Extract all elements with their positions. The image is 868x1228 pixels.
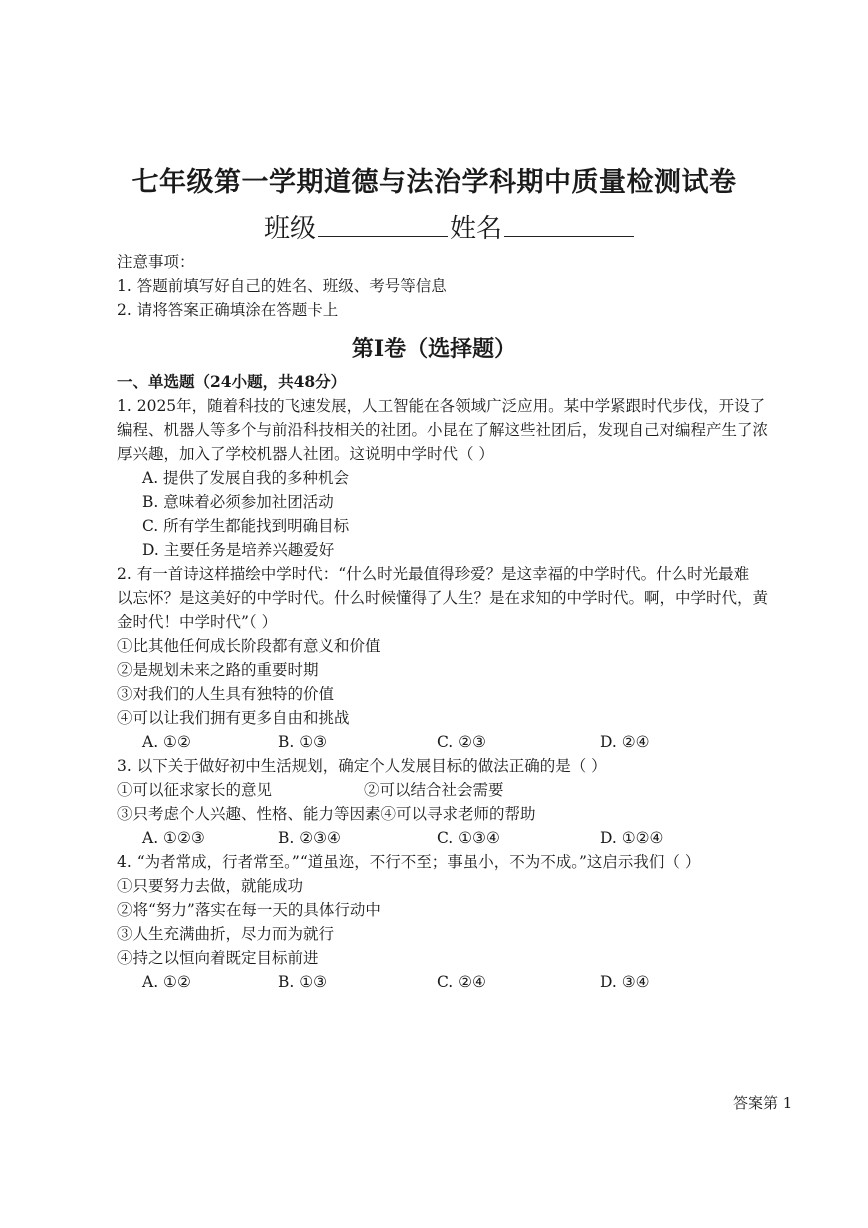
statement-item: ①只要努力去做，就能成功 [117, 877, 304, 895]
exam-title: 七年级第一学期道德与法治学科期中质量检测试卷 [131, 167, 737, 198]
statement-item: ③只考虑个人兴趣、性格、能力等因素④可以寻求老师的帮助 [117, 805, 536, 823]
question-stem: 2. 有一首诗这样描绘中学时代：“什么时光最值得珍爱？是这幸福的中学时代。什么时光最难 [117, 565, 750, 583]
class-label: 班级 [264, 214, 317, 244]
statement-item: ④持之以恒向着既定目标前进 [117, 949, 319, 967]
statement-item: ①比其他任何成长阶段都有意义和价值 [117, 637, 381, 655]
option: D. ①②④ [600, 829, 664, 847]
question-stem: 以忘怀？是这美好的中学时代。什么时候懂得了人生？是在求知的中学时代。啊，中学时代，黄 [117, 589, 769, 607]
page-footer: 答案第 1 [733, 1094, 793, 1112]
option: D. ②④ [600, 733, 650, 751]
option: B. 意味着必须参加社团活动 [142, 493, 334, 511]
statement-item: ①可以征求家长的意见 [117, 781, 273, 799]
option: A. ①② [142, 733, 191, 751]
statement-item: ③人生充满曲折，尽力而为就行 [117, 925, 335, 943]
statement-item: ②可以结合社会需要 [364, 781, 504, 799]
question-stem: 金时代！中学时代”（ ） [117, 613, 278, 631]
option: A. ①②③ [142, 829, 205, 847]
name-blank [504, 212, 634, 237]
question-stem: 1. 2025年，随着科技的飞速发展，人工智能在各领域广泛应用。某中学紧跟时代步伐，开设了 [117, 397, 766, 415]
notes-heading: 注意事项： [117, 253, 195, 271]
statement-item: ④可以让我们拥有更多自由和挑战 [117, 709, 350, 727]
option: C. 所有学生都能找到明确目标 [142, 517, 350, 535]
option: B. ②③④ [278, 829, 341, 847]
option: B. ①③ [278, 973, 328, 991]
question-stem: 编程、机器人等多个与前沿科技相关的社团。小昆在了解这些社团后，发现自己对编程产生了浓 [117, 421, 769, 439]
option: A. ①② [142, 973, 191, 991]
question-stem: 3. 以下关于做好初中生活规划，确定个人发展目标的做法正确的是（ ） [117, 757, 607, 775]
option: B. ①③ [278, 733, 328, 751]
part-heading: 一、单选题（24小题，共48分） [117, 372, 347, 391]
class-name-line [264, 208, 636, 245]
name-label: 姓名 [450, 214, 503, 244]
note-item: 2. 请将答案正确填涂在答题卡上 [117, 301, 339, 319]
option: D. ③④ [600, 973, 650, 991]
option: D. 主要任务是培养兴趣爱好 [142, 541, 335, 559]
statement-item: ②是规划未来之路的重要时期 [117, 661, 319, 679]
section-title: 第Ⅰ卷（选择题） [351, 336, 517, 362]
statement-item: ②将“努力”落实在每一天的具体行动中 [117, 901, 381, 919]
question-stem: 4. “为者常成，行者常至。”“道虽迩，不行不至；事虽小，不为不成。”这启示我们（ ） [117, 853, 701, 871]
question-stem: 厚兴趣，加入了学校机器人社团。这说明中学时代（ ） [117, 445, 494, 463]
option: A. 提供了发展自我的多种机会 [142, 469, 350, 487]
statement-item: ③对我们的人生具有独特的价值 [117, 685, 335, 703]
option: C. ②④ [437, 973, 486, 991]
class-blank [318, 212, 448, 237]
option: C. ②③ [437, 733, 486, 751]
option: C. ①③④ [437, 829, 500, 847]
note-item: 1. 答题前填写好自己的姓名、班级、考号等信息 [117, 277, 447, 295]
